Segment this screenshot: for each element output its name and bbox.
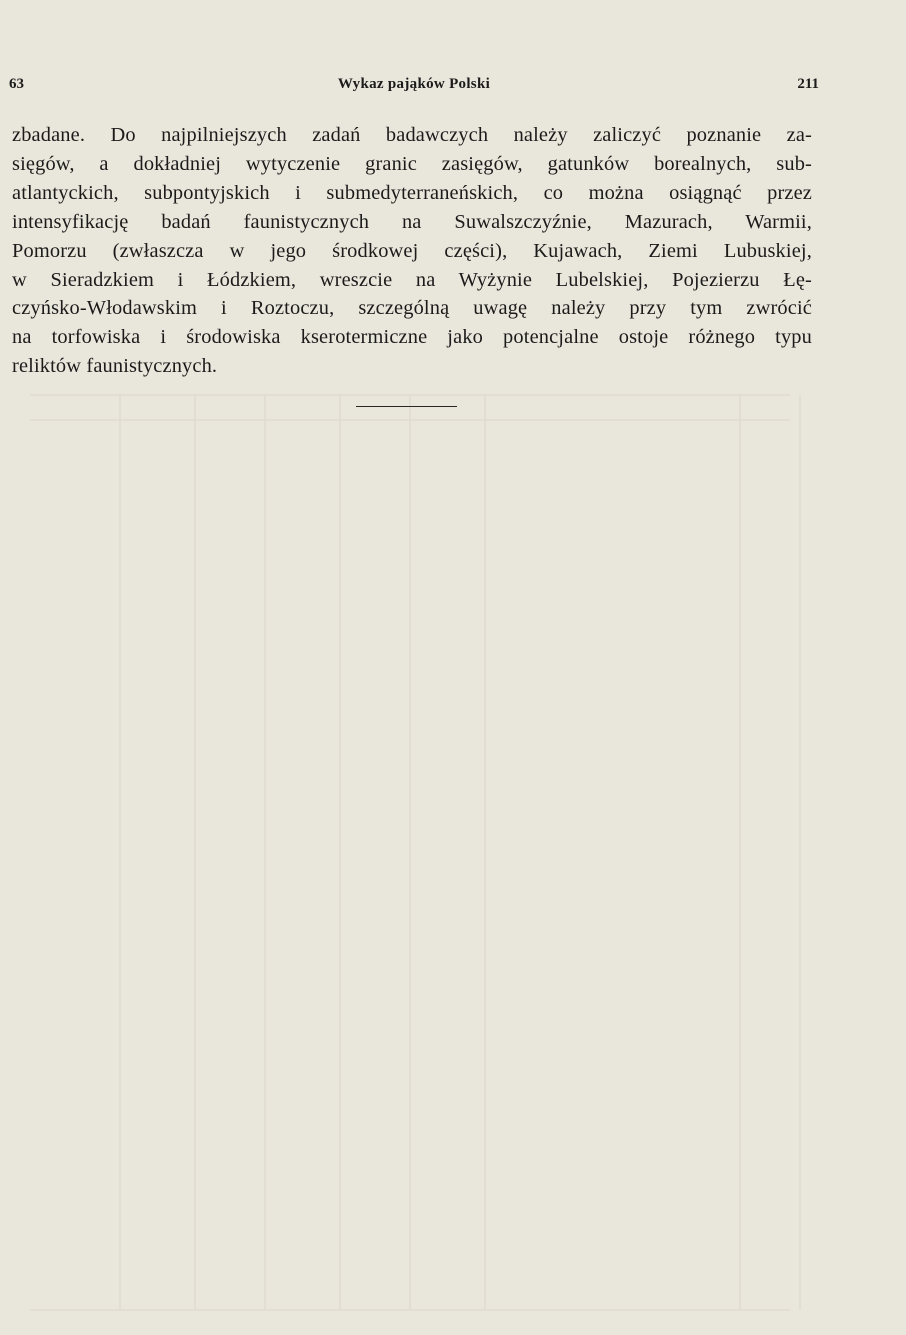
header-title: Wykaz pająków Polski	[337, 76, 491, 92]
paragraph-line-last: reliktów faunistycznych.	[12, 355, 218, 378]
header-section-number: 63	[9, 76, 24, 92]
section-end-rule	[356, 406, 457, 407]
paragraph-line: atlantyckich, subpontyjskich i submedyterraneńskich, co można osiągnąć przez	[12, 181, 812, 204]
body-paragraph	[12, 121, 812, 381]
paragraph-line: w Sieradzkiem i Łódzkiem, wreszcie na Wyżynie Lubelskiej, Pojezierzu Łę-	[12, 268, 812, 291]
paragraph-line: intensyfikację badań faunistycznych na Suwalszczyźnie, Mazurach, Warmii,	[12, 210, 812, 233]
running-header	[9, 76, 819, 98]
paragraph-line: czyńsko-Włodawskim i Roztoczu, szczególną uwagę należy przy tym zwrócić	[12, 297, 812, 320]
paragraph-line: Pomorzu (zwłaszcza w jego środkowej części), Kujawach, Ziemi Lubuskiej,	[12, 239, 812, 262]
paragraph-line: na torfowiska i środowiska kserotermiczne jako potencjalne ostoje różnego typu	[12, 326, 812, 349]
paragraph-line: sięgów, a dokładniej wytyczenie granic zasięgów, gatunków borealnych, sub-	[12, 152, 812, 175]
page-number: 211	[797, 76, 819, 92]
paragraph-line: zbadane. Do najpilniejszych zadań badawczych należy zaliczyć poznanie za-	[12, 124, 812, 146]
